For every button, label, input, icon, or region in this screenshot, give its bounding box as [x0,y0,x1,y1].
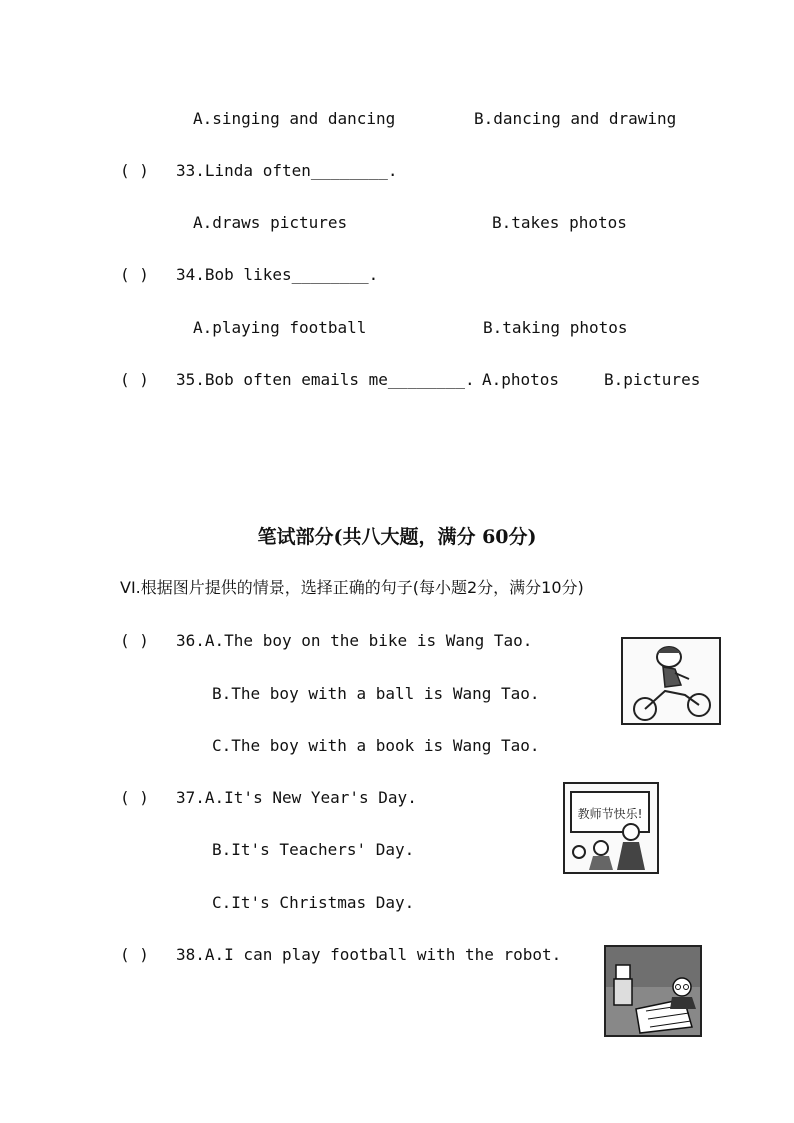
q35-option-b: B.pictures [604,370,701,389]
q33-answer-blank[interactable]: ( ) [120,161,149,180]
q36-option-a: 36.A.The boy on the bike is Wang Tao. [176,631,533,650]
boy-on-bike-picture [621,637,721,725]
q32-option-b: B.dancing and drawing [474,109,677,128]
teachers-day-board-text: 教师节快乐! [577,807,643,821]
robot-chess-illustration [606,947,700,1035]
written-section-title: 笔试部分(共八大题，满分 60分) [257,526,537,548]
q33-option-b: B.takes photos [492,213,627,232]
section-vi-instructions: VI.根据图片提供的情景，选择正确的句子(每小题2分，满分10分) [120,578,584,597]
q37-option-a: 37.A.It's New Year's Day. [176,788,417,807]
q35-answer-blank[interactable]: ( ) [120,370,149,389]
q33-stem: 33.Linda often________. [176,161,398,180]
q35-stem: 35.Bob often emails me________. [176,370,475,389]
robot-picture [604,945,702,1037]
q34-option-a: A.playing football [193,318,367,337]
q33-option-a: A.draws pictures [193,213,348,232]
q36-option-c: C.The boy with a book is Wang Tao. [212,736,540,755]
q36-option-b: B.The boy with a ball is Wang Tao. [212,684,540,703]
q34-stem: 34.Bob likes________. [176,265,379,284]
q34-answer-blank[interactable]: ( ) [120,265,149,284]
q37-answer-blank[interactable]: ( ) [120,788,149,807]
teachers-day-illustration [565,784,657,872]
teachers-day-picture [563,782,659,874]
boy-on-bike-illustration [623,639,719,723]
q38-answer-blank[interactable]: ( ) [120,945,149,964]
q36-answer-blank[interactable]: ( ) [120,631,149,650]
q37-option-c: C.It's Christmas Day. [212,893,415,912]
q34-option-b: B.taking photos [483,318,628,337]
q32-option-a: A.singing and dancing [193,109,396,128]
q35-option-a: A.photos [482,370,560,389]
q38-option-a: 38.A.I can play football with the robot. [176,945,562,964]
q37-option-b: B.It's Teachers' Day. [212,840,415,859]
